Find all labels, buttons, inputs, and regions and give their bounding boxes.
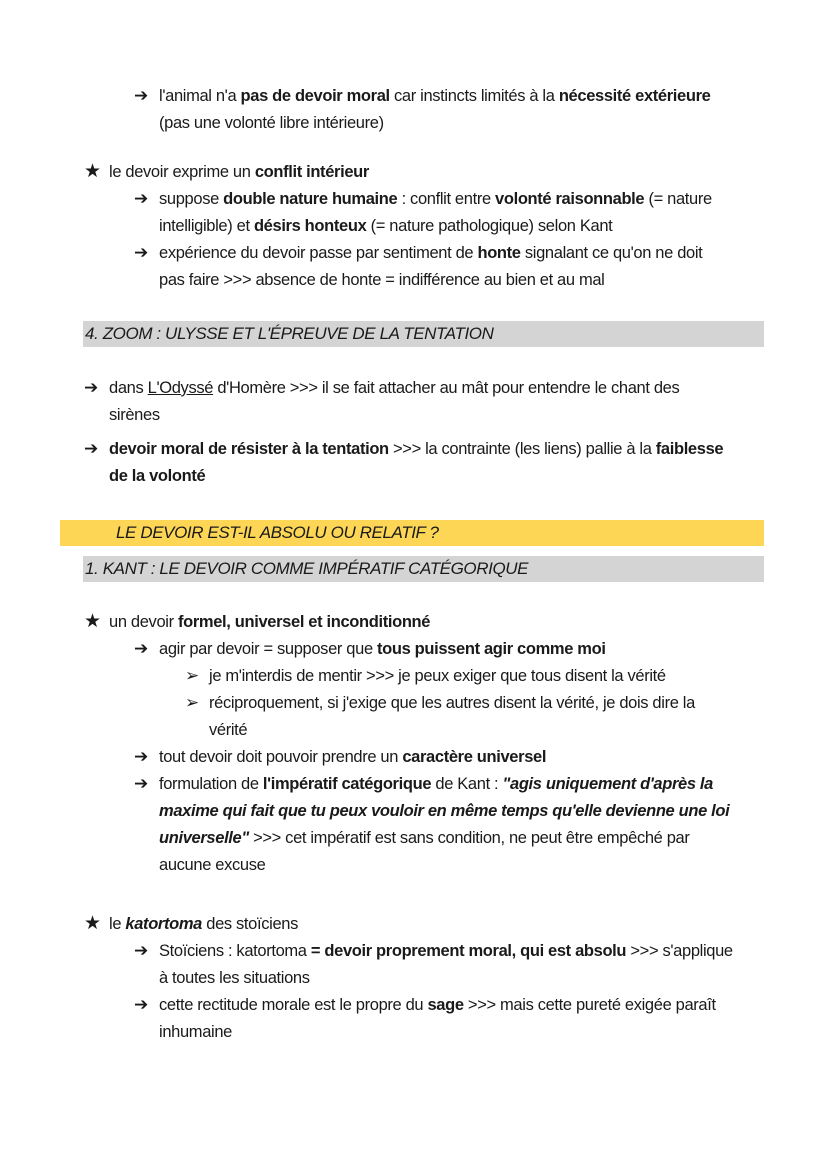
bullet-heading: [109, 914, 298, 934]
text-line: je m'interdis de mentir >>> je peux exiger que tous disent la vérité: [209, 667, 666, 685]
text: : conflit entre: [397, 190, 496, 208]
text-line: [159, 995, 716, 1015]
star-icon: ★: [84, 611, 102, 632]
text: Stoïciens : katortoma: [159, 942, 311, 960]
arrow-right-icon: ➔: [134, 941, 149, 960]
term-text: katortoma: [125, 915, 203, 933]
bold-text: caractère universel: [402, 748, 547, 766]
text-line: aucune excuse: [159, 856, 266, 874]
bold-text: faiblesse: [655, 440, 724, 458]
bold-text: sage: [427, 996, 464, 1014]
part-title-band: [60, 520, 764, 546]
bold-text: volonté raisonnable: [495, 190, 645, 208]
text: (= nature pathologique) selon Kant: [366, 217, 613, 235]
bold-text: pas de devoir moral: [240, 87, 390, 105]
text-line: [159, 941, 733, 961]
text: expérience du devoir passe par sentiment de: [159, 244, 478, 262]
book-title: L'Odyssé: [147, 379, 214, 397]
text: un devoir: [109, 613, 178, 631]
text-line: [109, 378, 679, 398]
arrow-right-icon: ➔: [134, 747, 149, 766]
section-heading: 1. KANT : LE DEVOIR COMME IMPÉRATIF CATÉGORIQUE: [85, 559, 529, 578]
text-line: [159, 86, 711, 106]
part-title: LE DEVOIR EST-IL ABSOLU OU RELATIF ?: [116, 523, 439, 542]
text-line: à toutes les situations: [159, 969, 310, 987]
text: l'animal n'a: [159, 87, 241, 105]
text-line: [159, 801, 729, 821]
text: le devoir exprime un: [109, 163, 255, 181]
arrow-right-icon: ➔: [134, 243, 149, 262]
text-line: [109, 466, 205, 486]
text: car instincts limités à la: [389, 87, 559, 105]
text: intelligible) et: [159, 217, 254, 235]
star-icon: ★: [84, 913, 102, 934]
text: signalant ce qu'on ne doit: [520, 244, 703, 262]
arrow-right-icon: ➔: [134, 189, 149, 208]
arrow-right-icon: ➔: [134, 86, 149, 105]
bold-text: de la volonté: [109, 467, 206, 485]
text-line: réciproquement, si j'exige que les autres disent la vérité, je dois dire la: [209, 694, 695, 712]
text: suppose: [159, 190, 224, 208]
bold-text: honte: [477, 244, 521, 262]
section-heading: 4. ZOOM : ULYSSE ET L'ÉPREUVE DE LA TENTATION: [85, 324, 494, 343]
text: >>> s'applique: [626, 942, 733, 960]
triangle-right-icon: ➢: [185, 666, 200, 685]
quote-text: maxime qui fait que tu peux vouloir en même temps qu'elle devienne une loi: [159, 802, 730, 820]
text: formulation de: [159, 775, 263, 793]
bold-text: tous puissent agir comme moi: [377, 640, 606, 658]
arrow-right-icon: ➔: [84, 439, 99, 458]
text-line: [159, 639, 606, 659]
star-icon: ★: [84, 161, 102, 182]
text: dans: [109, 379, 148, 397]
text: d'Homère >>> il se fait attacher au mât pour entendre le chant des: [213, 379, 680, 397]
text: (= nature: [644, 190, 712, 208]
bold-text: double nature humaine: [223, 190, 398, 208]
text: >>> mais cette pureté exigée paraît: [463, 996, 716, 1014]
text: >>> cet impératif est sans condition, ne peut être empêché par: [248, 829, 690, 847]
arrow-right-icon: ➔: [134, 774, 149, 793]
bold-text: formel, universel et inconditionné: [177, 613, 431, 631]
text: de Kant :: [431, 775, 503, 793]
text: des stoïciens: [202, 915, 299, 933]
text-line: (pas une volonté libre intérieure): [159, 114, 384, 132]
text-line: sirènes: [109, 406, 160, 424]
bold-text: l'impératif catégorique: [262, 775, 432, 793]
bold-text: désirs honteux: [253, 217, 367, 235]
text-line: [109, 439, 723, 459]
text-line: [159, 243, 702, 263]
bold-text: nécessité extérieure: [558, 87, 711, 105]
arrow-right-icon: ➔: [134, 639, 149, 658]
quote-text: universelle": [159, 829, 249, 847]
text-line: vérité: [209, 721, 248, 739]
text: >>> la contrainte (les liens) pallie à la: [388, 440, 656, 458]
text: cette rectitude morale est le propre du: [159, 996, 428, 1014]
bullet-heading: [109, 612, 430, 632]
text: le: [109, 915, 126, 933]
section-heading-band: [83, 556, 764, 582]
text-line: [159, 216, 612, 236]
arrow-right-icon: ➔: [84, 378, 99, 397]
text-line: [159, 828, 690, 848]
text-line: pas faire >>> absence de honte = indifférence au bien et au mal: [159, 271, 605, 289]
bold-text: devoir moral de résister à la tentation: [109, 440, 389, 458]
text-line: [159, 774, 713, 794]
text-line: [159, 189, 712, 209]
bold-text: = devoir proprement moral, qui est absolu: [310, 942, 627, 960]
text-line: [159, 747, 546, 767]
bold-text: conflit intérieur: [254, 163, 369, 181]
bullet-heading: [109, 162, 369, 182]
quote-text: "agis uniquement d'après la: [502, 775, 713, 793]
text-line: inhumaine: [159, 1023, 232, 1041]
arrow-right-icon: ➔: [134, 995, 149, 1014]
section-heading-band: [83, 321, 764, 347]
text: tout devoir doit pouvoir prendre un: [159, 748, 403, 766]
triangle-right-icon: ➢: [185, 693, 200, 712]
text: agir par devoir = supposer que: [159, 640, 377, 658]
